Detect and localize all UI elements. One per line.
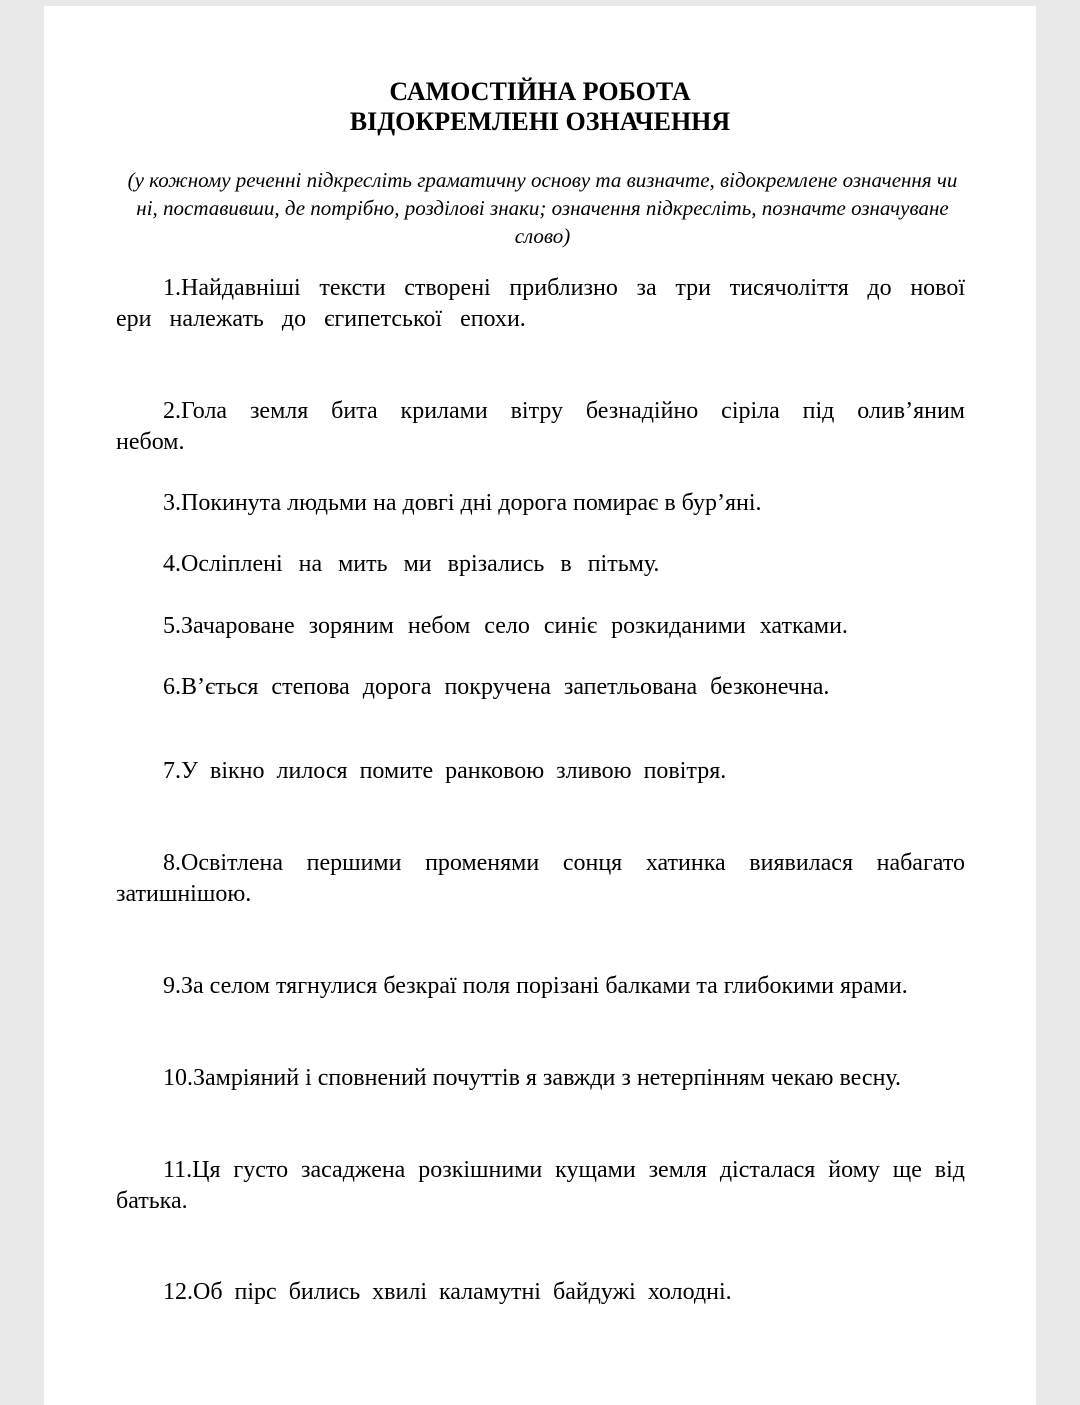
task-instruction: (у кожному реченні підкресліть граматичну основу та визначте, відокремлене означення чи ні, поставивши, де потрібно, розділові знаки; означення підкресліть, позначте означуване слово): [127, 168, 958, 248]
exercise-item-1: 1.Найдавніші тексти створені приблизно за три тисячоліття до нової ери належать до єгипетської епохи.: [116, 275, 965, 332]
document-title-line-2: ВІДОКРЕМЛЕНІ ОЗНАЧЕННЯ: [349, 107, 731, 136]
exercise-item-8: 8.Освітлена першими променями сонця хатинка виявилася набагато затишнішою.: [116, 850, 965, 907]
exercise-item-4: 4.Осліплені на мить ми врізались в пітьму.: [163, 551, 660, 577]
document-title-line-1: САМОСТІЙНА РОБОТА: [389, 77, 691, 106]
exercise-item-12: 12.Об пірс бились хвилі каламутні байдужі холодні.: [163, 1279, 732, 1305]
exercise-item-5: 5.Зачароване зоряним небом село синіє розкиданими хатками.: [163, 613, 848, 639]
exercise-item-2: 2.Гола земля бита крилами вітру безнадійно сіріла під олив’яним небом.: [116, 398, 965, 455]
exercise-item-7: 7.У вікно лилося помите ранковою зливою повітря.: [163, 758, 727, 784]
exercise-item-9: 9.За селом тягнулися безкраї поля порізані балками та глибокими ярами.: [163, 973, 908, 999]
exercise-item-11: 11.Ця густо засаджена розкішними кущами земля дісталася йому ще від батька.: [116, 1157, 965, 1214]
exercise-item-3: 3.Покинута людьми на довгі дні дорога помирає в бур’яні.: [163, 490, 762, 516]
exercise-item-10: 10.Замріяний і сповнений почуттів я завжди з нетерпінням чекаю весну.: [163, 1065, 902, 1091]
exercise-item-6: 6.В’ється степова дорога покручена запетльована безконечна.: [163, 674, 830, 700]
